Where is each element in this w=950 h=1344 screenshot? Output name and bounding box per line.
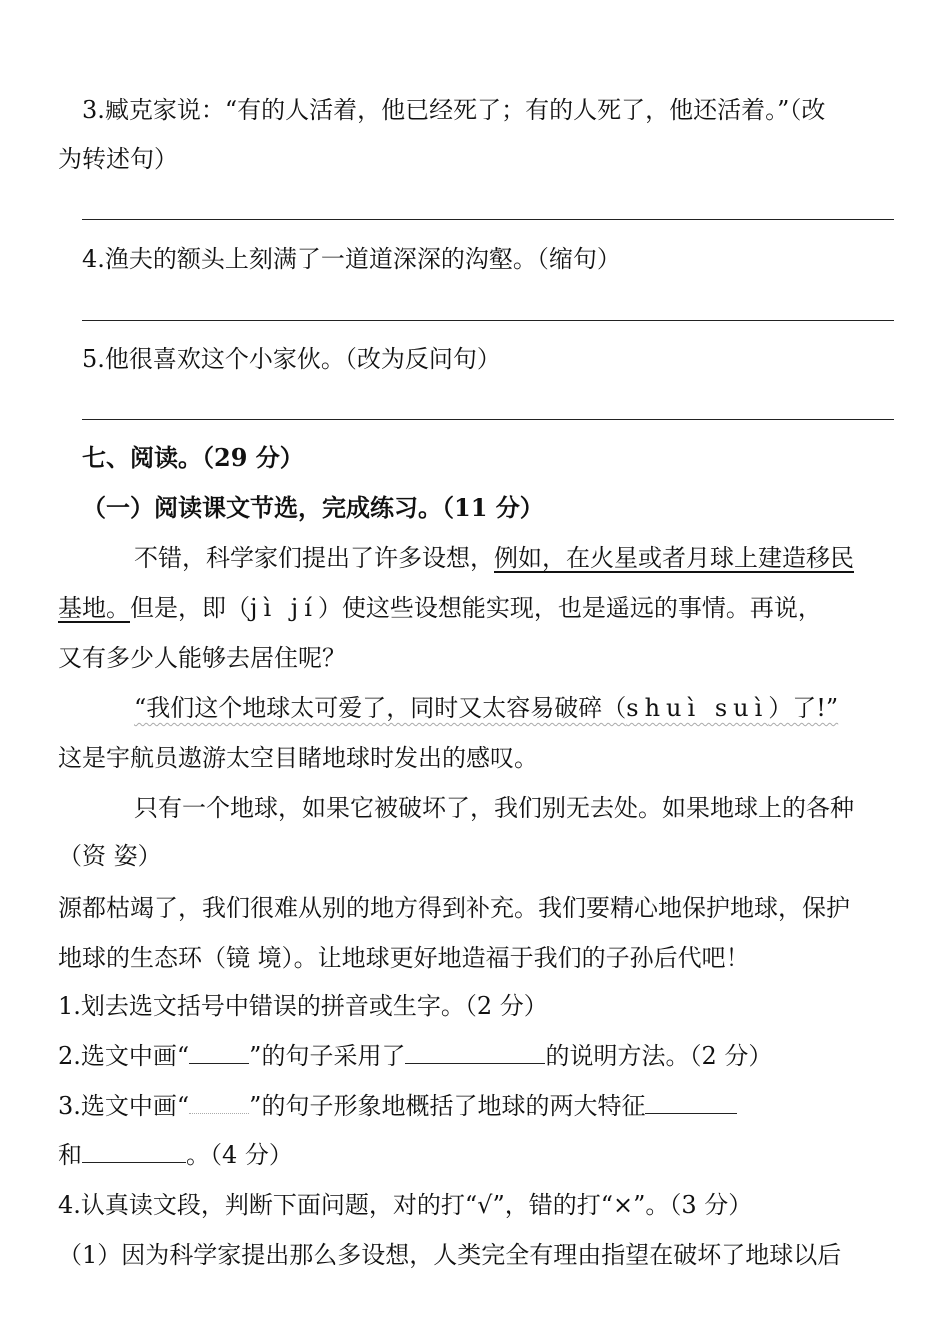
passage-p1-line-3: 又有多少人能够去居住呢？: [58, 644, 346, 672]
passage-p3-line-2: 源都枯竭了，我们很难从别的地方得到补充。我们要精心地保护地球，保护: [58, 894, 850, 922]
pinyin-choice-sui: shuì suì: [626, 694, 769, 722]
q2-answer-blank[interactable]: [405, 1041, 545, 1064]
wavy-sentence: “我们这个地球太可爱了，同时又太容易破碎（: [134, 694, 627, 722]
question-3-line-2: 为转述句）: [58, 145, 178, 173]
q3-text-a: 3.选文中画“: [58, 1092, 190, 1120]
q2-text-c: 的说明方法。（2 分）: [545, 1042, 773, 1070]
subsection-1-title: （一）阅读课文节选，完成练习。（11 分）: [82, 493, 544, 522]
passage-p1-text-b: 但是，即（: [130, 594, 250, 622]
passage-p1-line-1: [134, 543, 854, 573]
section-7-title: 七、阅读。（29 分）: [82, 443, 304, 472]
character-choice-zi: （资 姿）: [58, 842, 162, 870]
passage-p1-text: 不错，科学家们提出了许多设想，: [134, 544, 494, 572]
underlined-sentence-part-1: 例如，在火星或者月球上建造移民: [494, 544, 854, 572]
question-5: 5.他很喜欢这个小家伙。（改为反问句）: [82, 345, 501, 373]
underlined-sentence-part-2: 基地。: [58, 594, 130, 622]
q2-text-a: 2.选文中画“: [58, 1042, 190, 1070]
passage-p1-line-2: [58, 593, 822, 623]
q3-answer-blank-2[interactable]: [82, 1140, 186, 1163]
q3-text-b: ”的句子形象地概括了地球的两大特征: [249, 1092, 646, 1120]
passage-p2-line-2: 这是宇航员遨游太空目睹地球时发出的感叹。: [58, 744, 538, 772]
answer-line-q3[interactable]: [82, 219, 894, 220]
question-4: 4.渔夫的额头上刻满了一道道深深的沟壑。（缩句）: [82, 245, 621, 273]
answer-line-q4[interactable]: [82, 320, 894, 321]
underline-sample: [189, 1041, 249, 1064]
reading-question-3: [58, 1091, 737, 1121]
passage-p3-line-3: 地球的生态环（镜 境）。让地球更好地造福于我们的子孙后代吧！: [58, 944, 750, 972]
question-3-line-1: 3.臧克家说：“有的人活着，他已经死了；有的人死了，他还活着。”（改: [82, 96, 826, 124]
passage-p3-line-1: 只有一个地球，如果它被破坏了，我们别无去处。如果地球上的各种: [134, 794, 854, 822]
reading-question-1: 1.划去选文括号中错误的拼音或生字。（2 分）: [58, 992, 548, 1020]
reading-question-2: [58, 1041, 772, 1071]
passage-p1-text-c: ）使这些设想能实现，也是遥远的事情。再说，: [317, 594, 822, 622]
reading-question-3-cont: [58, 1140, 293, 1170]
q2-text-b: ”的句子采用了: [249, 1042, 406, 1070]
q3-text-d: 。（4 分）: [186, 1141, 293, 1169]
reading-question-4: 4.认真读文段，判断下面问题，对的打“√”，错的打“×”。（3 分）: [58, 1191, 753, 1219]
passage-p2-line-1: [134, 693, 838, 723]
wavy-sentence-end: ）了!”: [768, 694, 839, 722]
reading-question-4-item-1: （1）因为科学家提出那么多设想，人类完全有理由指望在破坏了地球以后: [58, 1241, 842, 1269]
pinyin-choice-ji: jì jí: [250, 594, 318, 622]
answer-line-q5[interactable]: [82, 419, 894, 420]
q3-answer-blank-1[interactable]: [645, 1091, 737, 1114]
q3-text-c: 和: [58, 1141, 82, 1169]
wavy-underline-sample: [189, 1091, 249, 1114]
